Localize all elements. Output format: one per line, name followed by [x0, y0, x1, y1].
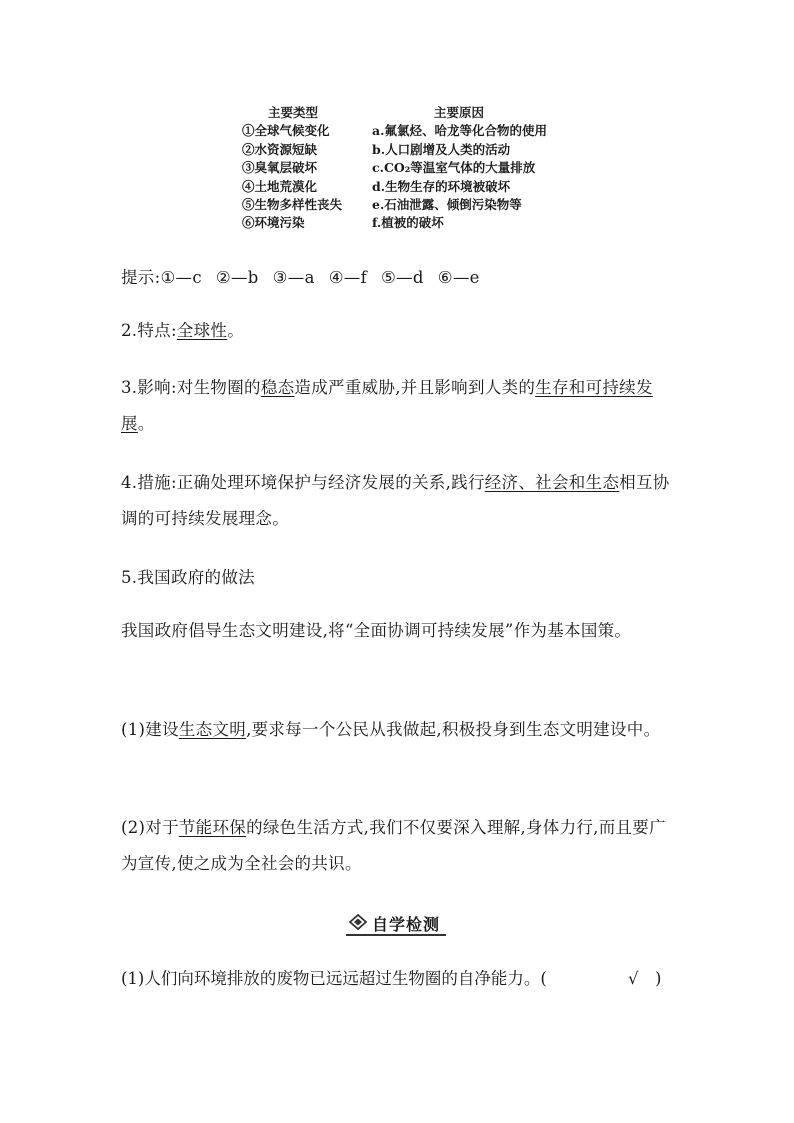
problem-cause-table — [242, 104, 572, 233]
item-2-paragraph — [121, 810, 681, 882]
table-header — [242, 104, 572, 122]
self-study-section-header — [346, 910, 446, 936]
underlined-answer: 经济、社会和生态 — [484, 473, 620, 492]
cause-cell: a.氟氯烃、哈龙等化合物的使用 — [372, 123, 547, 139]
section-5-title: 5.我国政府的做法 — [121, 568, 255, 587]
table-row — [242, 196, 572, 214]
hint-item: ⑤—d — [381, 268, 424, 287]
header-cause: 主要原因 — [434, 105, 485, 120]
underlined-answer: 节能环保 — [178, 818, 247, 837]
cause-cell: c.CO₂等温室气体的大量排放 — [372, 160, 536, 176]
text: 的绿色生活方式,我们不仅要深入理解,身体力行,而且要广为宣传,使之成为全社会的共识。 — [121, 818, 666, 873]
table-row — [242, 214, 572, 232]
type-cell: ⑤生物多样性丧失 — [242, 197, 343, 213]
underlined-answer: 生态文明 — [178, 720, 247, 739]
feature-paragraph — [121, 313, 681, 349]
text: (1)建设 — [121, 720, 179, 739]
underlined-answer: 稳态 — [260, 378, 295, 397]
cause-cell: f.植被的破坏 — [372, 215, 444, 231]
item-1-paragraph — [121, 712, 681, 748]
type-cell: ②水资源短缺 — [242, 141, 318, 157]
type-cell: ④土地荒漠化 — [242, 178, 318, 194]
check-mark: √ — [628, 969, 639, 988]
section-underline — [346, 934, 446, 936]
cause-cell: e.石油泄露、倾倒污染物等 — [372, 197, 522, 213]
hint-item: ④—f — [328, 268, 368, 287]
text: ,要求每一个公民从我做起,积极投身到生态文明建设中。 — [246, 720, 661, 739]
text: 造成严重威胁,并且影响到人类的 — [294, 378, 536, 397]
table-row — [242, 159, 572, 177]
measures-paragraph — [121, 465, 681, 537]
impact-paragraph — [121, 370, 681, 442]
hint-item: ②—b — [215, 268, 259, 287]
policy-paragraph: 我国政府倡导生态文明建设,将“全面协调可持续发展”作为基本国策。 — [121, 621, 632, 640]
table-row — [242, 141, 572, 159]
underlined-answer: 生存和可持续发展 — [121, 378, 653, 433]
text: 3.影响:对生物圈的 — [121, 378, 261, 397]
close-paren: ) — [655, 969, 662, 988]
hint-line — [121, 260, 681, 296]
text: 。 — [227, 321, 245, 340]
hint-item: ①—c — [160, 268, 202, 287]
text: 相互协调的可持续发展理念。 — [121, 473, 670, 528]
type-cell: ①全球气候变化 — [242, 123, 330, 139]
underlined-answer: 全球性 — [176, 321, 228, 340]
hint-item: ⑥—e — [437, 268, 480, 287]
section-label: 自学检测 — [372, 915, 441, 934]
cause-cell: d.生物生存的环境被破坏 — [372, 178, 511, 194]
text: (2)对于 — [121, 818, 179, 837]
text: 。 — [137, 414, 155, 433]
hint-label: 提示: — [121, 268, 161, 287]
table-row — [242, 178, 572, 196]
cause-cell: b.人口剧增及人类的活动 — [372, 141, 511, 157]
type-cell: ③臭氧层破坏 — [242, 160, 318, 176]
check-question-1: (1)人们向环境排放的废物已远远超过生物圈的自净能力。( — [121, 969, 547, 988]
text: 2.特点: — [121, 321, 177, 340]
book-icon — [348, 912, 368, 932]
table-row — [242, 122, 572, 140]
text: 4.措施:正确处理环境保护与经济发展的关系,践行 — [121, 473, 485, 492]
hint-item: ③—a — [272, 268, 315, 287]
header-type: 主要类型 — [268, 105, 319, 120]
type-cell: ⑥环境污染 — [242, 215, 305, 231]
